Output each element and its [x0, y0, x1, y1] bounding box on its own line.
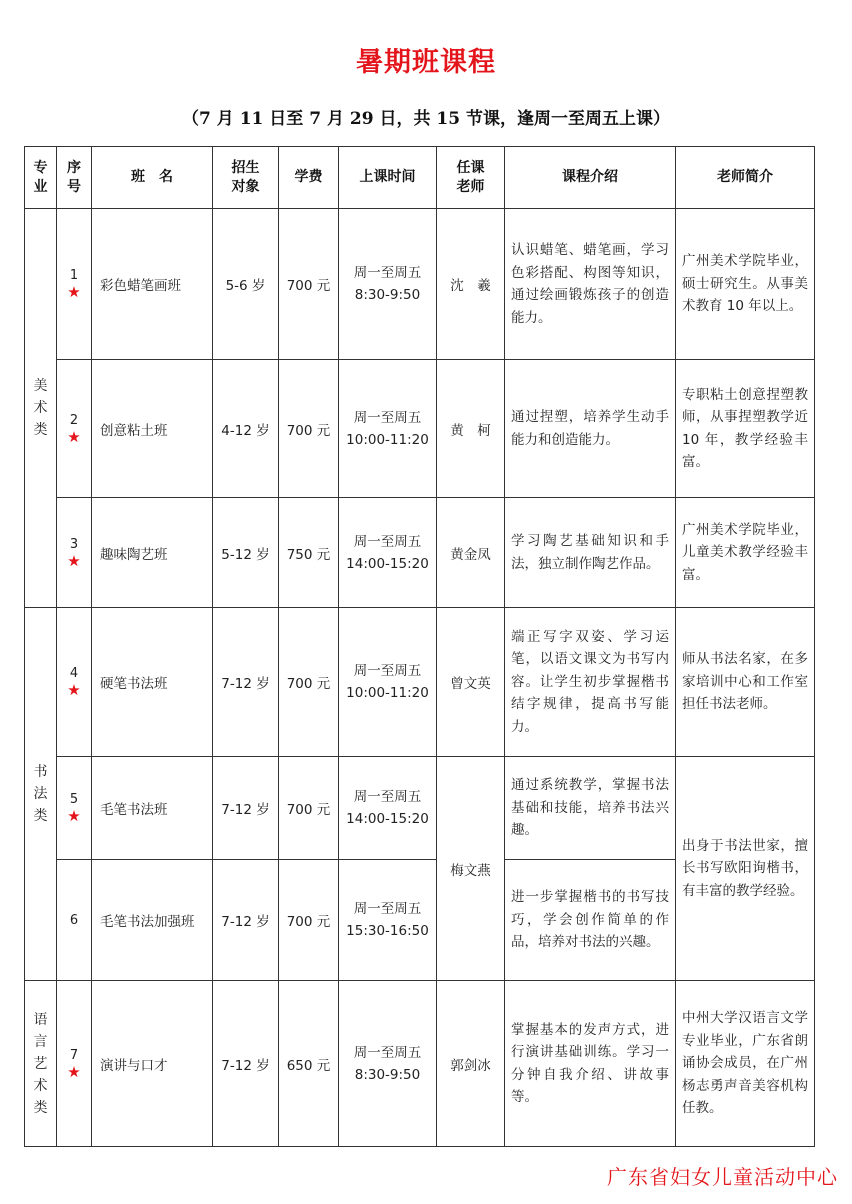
row-number: 5 [69, 792, 79, 807]
course-intro: 学习陶艺基础知识和手法，独立制作陶艺作品。 [505, 498, 676, 608]
table-row [25, 981, 815, 1147]
class-time [339, 360, 437, 498]
time-days: 周一至周五 [353, 901, 422, 917]
class-time [339, 498, 437, 608]
row-seq [57, 608, 92, 757]
teacher-bio: 出身于书法世家，擅长书写欧阳询楷书，有丰富的教学经验。 [676, 757, 815, 981]
row-seq [57, 498, 92, 608]
page-subtitle: （7 月 11 日至 7 月 29 日，共 15 节课，逢周一至周五上课） [182, 109, 670, 129]
course-intro: 通过捏塑，培养学生动手能力和创造能力。 [505, 360, 676, 498]
time-days: 周一至周五 [353, 663, 422, 679]
row-number: 1 [69, 268, 79, 283]
header-teacher: 任课老师 [437, 147, 505, 209]
time-days: 周一至周五 [353, 789, 422, 805]
time-hours: 8:30-9:50 [354, 1066, 421, 1083]
row-seq [57, 981, 92, 1147]
organization-footer: 广东省妇女儿童活动中心 [607, 1165, 838, 1189]
class-fee: 700 元 [279, 209, 339, 360]
row-seq [57, 757, 92, 860]
class-teacher: 梅文燕 [437, 757, 505, 981]
row-number: 4 [69, 666, 79, 681]
class-name: 趣味陶艺班 [92, 498, 213, 608]
teacher-bio: 中州大学汉语言文学专业毕业，广东省朗诵协会成员，在广州杨志勇声音美容机构任教。 [676, 981, 815, 1147]
teacher-bio: 广州美术学院毕业，硕士研究生。从事美术教育 10 年以上。 [676, 209, 815, 360]
course-intro: 通过系统教学，掌握书法基础和技能，培养书法兴趣。 [505, 757, 676, 860]
star-icon: ★ [67, 283, 81, 301]
table-header-row [25, 147, 815, 209]
time-days: 周一至周五 [353, 265, 422, 281]
row-seq [57, 209, 92, 360]
header-intro: 课程介绍 [505, 147, 676, 209]
star-icon: ★ [67, 427, 81, 446]
course-table [24, 146, 815, 1147]
row-number: 3 [69, 536, 79, 552]
category-language: 语言艺术类 [25, 981, 57, 1147]
header-class-name: 班 名 [92, 147, 213, 209]
header-major: 专业 [25, 147, 57, 209]
class-target: 7-12 岁 [213, 860, 279, 981]
course-intro: 认识蜡笔、蜡笔画，学习色彩搭配、构图等知识，通过绘画锻炼孩子的创造能力。 [505, 209, 676, 360]
time-hours: 10:00-11:20 [346, 685, 429, 701]
star-icon: ★ [67, 681, 81, 699]
class-name: 演讲与口才 [92, 981, 213, 1147]
class-teacher: 郭剑冰 [437, 981, 505, 1147]
class-time [339, 608, 437, 757]
course-intro: 掌握基本的发声方式，进行演讲基础训练。学习一分钟自我介绍、讲故事等。 [505, 981, 676, 1147]
time-days: 周一至周五 [353, 533, 422, 550]
class-teacher: 黄金凤 [437, 498, 505, 608]
class-time [339, 757, 437, 860]
class-name: 硬笔书法班 [92, 608, 213, 757]
row-number: 6 [69, 912, 79, 928]
time-hours: 8:30-9:50 [354, 287, 421, 303]
class-target: 5-6 岁 [213, 209, 279, 360]
class-name: 彩色蜡笔画班 [92, 209, 213, 360]
class-name: 毛笔书法加强班 [92, 860, 213, 981]
class-target: 7-12 岁 [213, 757, 279, 860]
time-days: 周一至周五 [353, 1044, 422, 1061]
class-fee: 750 元 [279, 498, 339, 608]
teacher-bio: 师从书法名家，在多家培训中心和工作室担任书法老师。 [676, 608, 815, 757]
time-hours: 15:30-16:50 [346, 923, 429, 939]
course-intro: 进一步掌握楷书的书写技巧，学会创作简单的作品，培养对书法的兴趣。 [505, 860, 676, 981]
table-row [25, 498, 815, 608]
row-number: 7 [69, 1047, 79, 1063]
row-seq [57, 860, 92, 981]
course-intro: 端正写字双姿、学习运笔，以语文课文为书写内容。让学生初步掌握楷书结字规律，提高书写能力。 [505, 608, 676, 757]
class-fee: 700 元 [279, 608, 339, 757]
table-row [25, 608, 815, 757]
teacher-bio: 专职粘土创意捏塑教师，从事捏塑教学近 10 年，教学经验丰富。 [676, 360, 815, 498]
class-fee: 700 元 [279, 757, 339, 860]
header-target: 招生对象 [213, 147, 279, 209]
class-target: 7-12 岁 [213, 981, 279, 1147]
table-row [25, 209, 815, 360]
header-time: 上课时间 [339, 147, 437, 209]
table-row [25, 757, 815, 860]
header-fee: 学费 [279, 147, 339, 209]
star-icon: ★ [67, 1062, 81, 1081]
category-calligraphy: 书法类 [25, 608, 57, 981]
star-icon: ★ [67, 807, 81, 825]
page-title: 暑期班课程 [356, 47, 496, 78]
time-hours: 10:00-11:20 [346, 431, 429, 448]
row-seq [57, 360, 92, 498]
class-time [339, 860, 437, 981]
time-hours: 14:00-15:20 [346, 555, 429, 572]
category-art: 美术类 [25, 209, 57, 608]
class-target: 7-12 岁 [213, 608, 279, 757]
class-time [339, 981, 437, 1147]
class-target: 4-12 岁 [213, 360, 279, 498]
row-number: 2 [69, 412, 79, 428]
class-fee: 700 元 [279, 360, 339, 498]
class-target: 5-12 岁 [213, 498, 279, 608]
time-hours: 14:00-15:20 [346, 811, 429, 827]
header-bio: 老师简介 [676, 147, 815, 209]
star-icon: ★ [67, 551, 81, 570]
class-fee: 650 元 [279, 981, 339, 1147]
table-row [25, 360, 815, 498]
class-name: 创意粘土班 [92, 360, 213, 498]
teacher-bio: 广州美术学院毕业，儿童美术教学经验丰富。 [676, 498, 815, 608]
time-days: 周一至周五 [353, 409, 422, 426]
class-time [339, 209, 437, 360]
class-teacher: 黄 柯 [437, 360, 505, 498]
class-teacher: 沈 羲 [437, 209, 505, 360]
header-seq: 序号 [57, 147, 92, 209]
class-fee: 700 元 [279, 860, 339, 981]
class-name: 毛笔书法班 [92, 757, 213, 860]
class-teacher: 曾文英 [437, 608, 505, 757]
